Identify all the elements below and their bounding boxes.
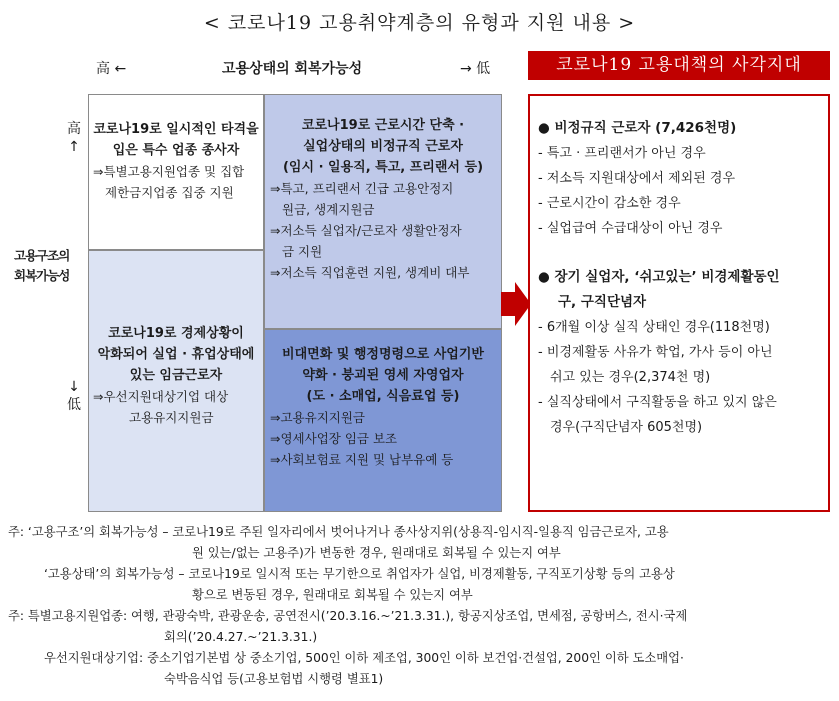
cell-heading: 악화되어 실업 · 휴업상태에 bbox=[97, 347, 255, 362]
side-axis-label bbox=[14, 246, 69, 286]
blind-spot-title: 코로나19 고용대책의 사각지대 bbox=[528, 51, 830, 80]
support-item: ⇒특별고용지원업종 및 집합 bbox=[93, 164, 245, 179]
cell-heading: 코로나19로 근로시간 단축 · bbox=[301, 118, 465, 133]
bullet-heading: ● 장기 실업자, ‘쉬고있는’ 비경제활동인 bbox=[538, 269, 780, 285]
support-item: ⇒고용유지지원금 bbox=[270, 410, 365, 425]
footnote-line: 우선지원대상기업: 중소기업기본법 상 중소기업, 500인 이하 제조업, 300인 이하 보건업·건설업, 200인 이하 도소매업· bbox=[44, 651, 684, 665]
cell-top-right bbox=[264, 94, 502, 329]
cell-heading: 입은 특수 업종 종사자 bbox=[112, 143, 240, 158]
side-axis-low-label: 低 bbox=[67, 397, 81, 413]
cell-bottom-right bbox=[264, 329, 502, 512]
bullet-heading: ● 비정규직 근로자 (7,426천명) bbox=[538, 120, 737, 136]
support-item: ⇒저소득 실업자/근로자 생활안정자 bbox=[270, 223, 462, 238]
blind-spot-item: - 6개월 이상 실직 상태인 경우(118천명) bbox=[538, 320, 770, 335]
cell-heading: 코로나19로 경제상황이 bbox=[108, 326, 244, 341]
side-axis-high bbox=[63, 120, 85, 156]
red-arrow-icon bbox=[501, 282, 531, 326]
footnote-line: 황으로 변동된 경우, 원래대로 회복될 수 있는지 여부 bbox=[192, 588, 473, 602]
cell-heading: 비대면화 및 행정명령으로 사업기반 bbox=[282, 347, 484, 362]
top-axis-low: → 低 bbox=[460, 61, 491, 77]
bullet-heading: 구, 구직단념자 bbox=[558, 294, 647, 310]
support-item: ⇒특고, 프리랜서 긴급 고용안정지 bbox=[270, 181, 454, 196]
side-axis-high-label: 高 bbox=[67, 121, 81, 137]
diagram-title: < 코로나19 고용취약계층의 유형과 지원 내용 > bbox=[203, 12, 636, 34]
footnotes bbox=[0, 522, 839, 690]
blind-spot-item: 쉬고 있는 경우(2,374천 명) bbox=[550, 370, 711, 385]
blind-spot-item: - 특고 · 프리랜서가 아닌 경우 bbox=[538, 146, 706, 161]
support-item: 고용유지지원금 bbox=[129, 410, 214, 425]
blind-spot-item: - 실업급여 수급대상이 아닌 경우 bbox=[538, 221, 723, 236]
support-item: ⇒저소득 직업훈련 지원, 생계비 대부 bbox=[270, 265, 470, 280]
footnote-line: 회의(’20.4.27.~’21.3.31.) bbox=[164, 630, 318, 644]
cell-top-left bbox=[88, 94, 264, 250]
footnote-line: 주: ‘고용구조’의 회복가능성 – 코로나19로 주된 일자리에서 벗어나거나 종사상지위(상용직-임시직-일용직 임금근로자, 고용 bbox=[8, 525, 669, 539]
blind-spot-item: - 근로시간이 감소한 경우 bbox=[538, 196, 681, 211]
top-axis-high: 高 ← bbox=[96, 61, 127, 77]
up-arrow-icon: ↑ bbox=[68, 139, 80, 155]
cell-heading: 있는 임금근로자 bbox=[129, 368, 223, 383]
cell-heading: 실업상태의 비정규직 근로자 bbox=[303, 139, 463, 154]
blind-spot-item: - 실직상태에서 구직활동을 하고 있지 않은 bbox=[538, 395, 777, 410]
cell-heading: (도 · 소매업, 식음료업 등) bbox=[306, 389, 460, 404]
support-item: ⇒우선지원대상기업 대상 bbox=[93, 389, 229, 404]
support-item: 제한금지업종 집중 지원 bbox=[105, 185, 234, 200]
blind-spot-item: - 저소득 지원대상에서 제외된 경우 bbox=[538, 171, 736, 186]
top-axis-label: 고용상태의 회복가능성 bbox=[222, 61, 363, 77]
support-item: ⇒영세사업장 임금 보조 bbox=[270, 431, 398, 446]
footnote-line: 원 있는/없는 고용주)가 변동한 경우, 원래대로 회복될 수 있는지 여부 bbox=[192, 546, 561, 560]
side-axis-label-line1: 고용구조의 bbox=[14, 248, 70, 263]
support-item: ⇒사회보험료 지원 및 납부유예 등 bbox=[270, 452, 454, 467]
side-axis-low bbox=[63, 378, 85, 414]
cell-bottom-left bbox=[88, 250, 264, 512]
footnote-line: ‘고용상태’의 회복가능성 – 코로나19로 일시적 또는 무기한으로 취업자가 실업, 비경제활동, 구직포기상황 등의 고용상 bbox=[44, 567, 675, 581]
cell-heading: 약화 · 붕괴된 영세 자영업자 bbox=[302, 368, 464, 383]
support-item: 금 지원 bbox=[282, 244, 323, 259]
cell-heading: 코로나19로 일시적인 타격을 bbox=[93, 122, 259, 137]
blind-spot-item: 경우(구직단념자 605천명) bbox=[550, 420, 703, 435]
footnote-line: 숙박음식업 등(고용보험법 시행령 별표1) bbox=[164, 672, 384, 686]
blind-spot-item: - 비경제활동 사유가 학업, 가사 등이 아닌 bbox=[538, 345, 773, 360]
support-item: 원금, 생계지원금 bbox=[282, 202, 375, 217]
footnote-line: 주: 특별고용지원업종: 여행, 관광숙박, 관광운송, 공연전시(’20.3.16.~’21.3.31.), 항공지상조업, 면세점, 공항버스, 전시·국제 bbox=[8, 609, 688, 623]
cell-heading: (임시 · 일용직, 특고, 프리랜서 등) bbox=[282, 160, 484, 175]
side-axis-label-line2: 회복가능성 bbox=[14, 268, 70, 283]
down-arrow-icon: ↓ bbox=[68, 379, 80, 395]
blind-spot-box bbox=[528, 94, 830, 512]
